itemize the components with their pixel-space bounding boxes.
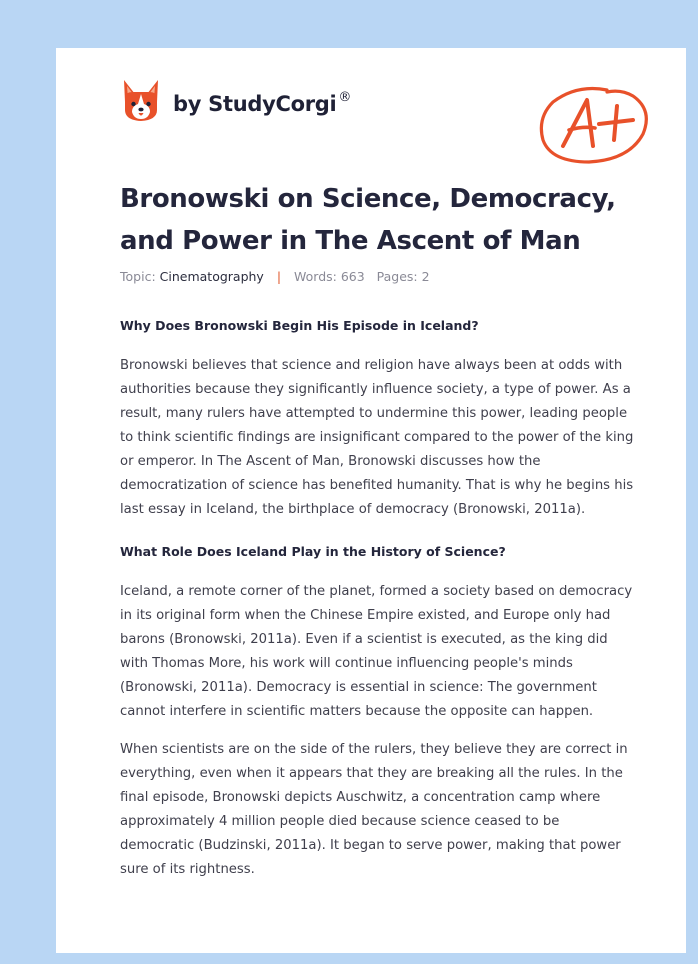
brand[interactable] [120, 76, 351, 126]
section-heading: Why Does Bronowski Begin His Episode in Iceland? [120, 318, 479, 333]
section-heading: What Role Does Iceland Play in the History of Science? [120, 544, 506, 559]
registered-mark: ® [338, 90, 352, 105]
document-title: Bronowski on Science, Democracy, and Power in The Ascent of Man [120, 184, 616, 256]
topic-label: Topic: [120, 269, 156, 284]
brand-name: by StudyCorgi ® [173, 90, 352, 116]
document-body [120, 310, 634, 896]
paragraph: When scientists are on the side of the rulers, they believe they are correct in everything, even when it appears that they are breaking all the rules. In the final episode, Bronowski depicts Auschwitz, a concentration camp where approximately 4 million people died because science ceased to be democratic (Budzinski, 2011a). It began to serve power, making that power sure of its rightness. [120, 742, 628, 877]
corgi-logo-icon [120, 78, 162, 124]
pages-value: 2 [421, 269, 430, 284]
page-header [120, 76, 660, 166]
topic-value[interactable]: Cinematography [159, 269, 264, 284]
words-label: Words: [294, 269, 337, 284]
pages-label: Pages: [376, 269, 418, 284]
document-meta [120, 269, 640, 284]
meta-separator: | [276, 269, 282, 284]
words-value: 663 [340, 269, 365, 284]
document-page [56, 48, 686, 953]
grade-a-plus-icon [537, 84, 651, 166]
paragraph: Bronowski believes that science and religion have always been at odds with authorities because they significantly influence society, a type of power. As a result, many rulers have attempted to undermine this power, leading people to think scientific findings are insignificant compared to the power of the king or emperor. In The Ascent of Man, Bronowski discusses how the democratization of science has benefited humanity. That is why he begins his last essay in Iceland, the birthplace of democracy (Bronowski, 2011a). [120, 358, 634, 517]
paragraph: Iceland, a remote corner of the planet, formed a society based on democracy in its original form when the Chinese Empire existed, and Europe only had barons (Bronowski, 2011a). Even if a scientist is executed, as the king did with Thomas More, his work will continue influencing people's minds (Bronowski, 2011a). Democracy is essential in science: The government cannot interfere in scientific matters because the opposite can happen. [120, 584, 633, 719]
